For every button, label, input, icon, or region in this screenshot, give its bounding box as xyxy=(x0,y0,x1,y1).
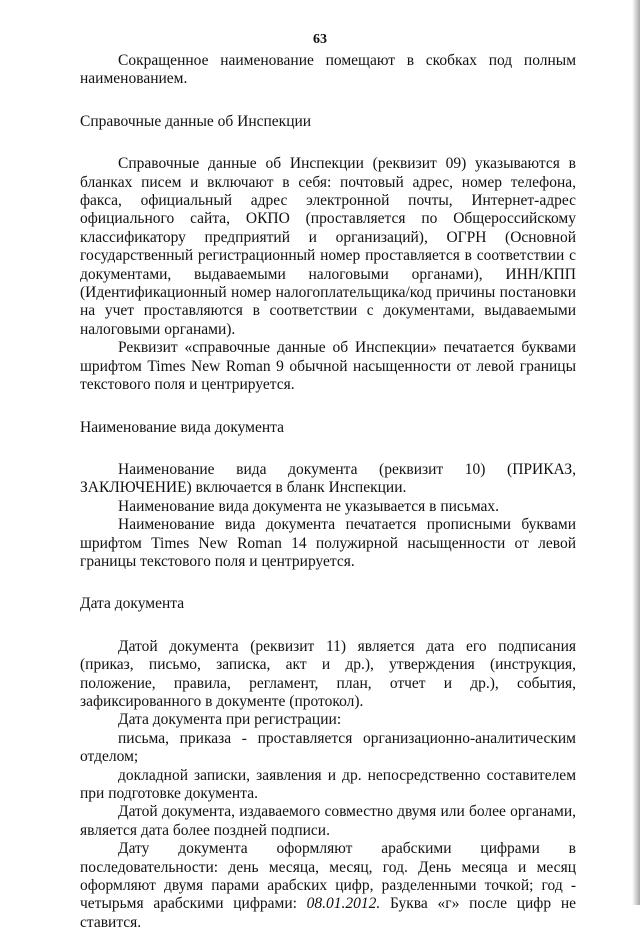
scan-edge-shadow xyxy=(632,0,640,905)
paragraph: Датой документа (реквизит 11) является дата его подписания (приказ, письмо, записка, акт и др.), утверждения (инструкция, положение, правила, регламент, план, отчет и др.), события, зафиксированного в документе (протокол). xyxy=(80,637,576,710)
date-example: 08.01.2012. xyxy=(306,895,381,913)
document-body xyxy=(80,52,576,932)
paragraph: докладной записки, заявления и др. непосредственно составителем при подготовке документа. xyxy=(80,766,576,802)
paragraph: Наименование вида документа (реквизит 10) (ПРИКАЗ, ЗАКЛЮЧЕНИЕ) включается в бланк Инспекции. xyxy=(80,460,576,497)
paragraph: Наименование вида документа печатается прописными буквами шрифтом Times New Roman 14 полужирной насыщенности от левой границы текстового поля и центрируется. xyxy=(80,516,576,570)
paragraph: Дата документа при регистрации: xyxy=(118,711,342,729)
text-run: Дату документа оформляют арабскими цифрами в последовательности: день месяца, месяц, год. День месяца и месяц оформляют двумя парами арабских цифр, разделенными точкой; год - четырьмя арабскими цифрами: xyxy=(80,840,576,913)
intro-paragraph: Сокращенное наименование помещают в скобках под полным наименованием. xyxy=(80,52,576,88)
paragraph: Реквизит «справочные данные об Инспекции» печатается буквами шрифтом Times New Roman 9 обычной насыщенности от левой границы текстового поля и центрируется. xyxy=(80,339,576,394)
section-heading-document-type: Наименование вида документа xyxy=(80,418,285,436)
paragraph: Датой документа, издаваемого совместно двумя или более органами, является дата более поздней подписи. xyxy=(80,803,576,839)
paragraph: письма, приказа - проставляется организационно-аналитическим отделом; xyxy=(80,729,576,766)
section-heading-document-date: Дата документа xyxy=(80,595,185,613)
paragraph: Наименование вида документа не указывается в письмах. xyxy=(118,497,500,515)
page-number: 63 xyxy=(313,32,327,47)
section-heading-reference-data: Справочные данные об Инспекции xyxy=(80,112,312,130)
paragraph-date-format xyxy=(80,840,576,932)
paragraph: Справочные данные об Инспекции (реквизит 09) указываются в бланках писем и включают в себя: почтовый адрес, номер телефона, факса, официальный адрес электронной почты, Интернет-адрес официального сайта, ОКПО (проставляется по Общероссийскому классификатору предприятий и организаций), ОГРН (Основной государственный регистрационный номер проставляется в соответствии с документами, выдаваемыми налоговыми органами), ИНН/КПП (Идентификационный номер налогоплательщика/код причины постановки на учет проставляются в соответствии с документами, выдаваемыми налоговыми органами). xyxy=(80,155,576,338)
text-run: Буква «г» после цифр не ставится. xyxy=(80,895,576,931)
